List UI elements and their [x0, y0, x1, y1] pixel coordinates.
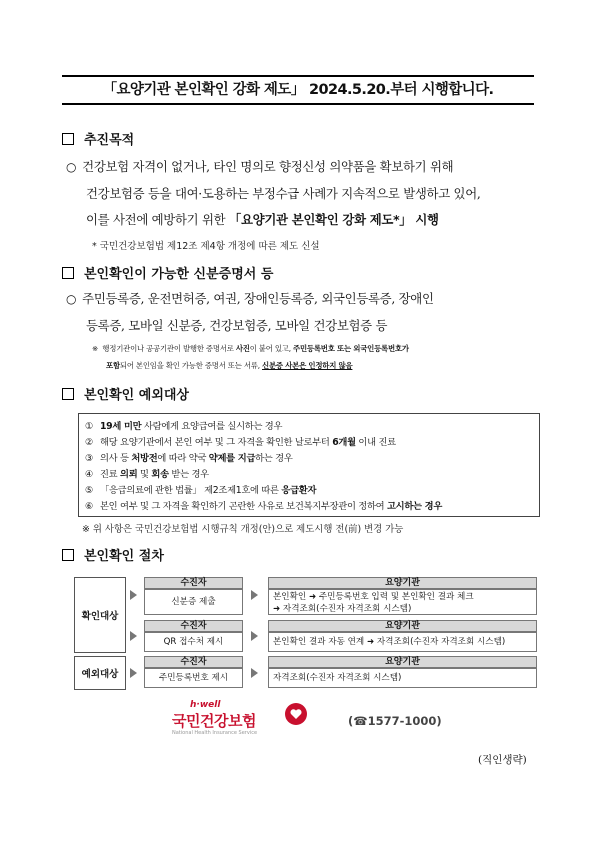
num: ② [85, 437, 94, 448]
section-title: 본인확인이 가능한 신분증명서 등 [84, 267, 274, 282]
page-title: 「요양기관 본인확인 강화 제도」 2024.5.20.부터 시행합니다. [62, 75, 534, 105]
num: ③ [85, 453, 94, 464]
purpose-line-1 [66, 157, 453, 175]
institution-header: 요양기관 [268, 620, 537, 632]
text: 처방전 [131, 453, 158, 464]
num: ④ [85, 469, 94, 480]
text: 이내 진료 [355, 437, 396, 448]
text: 건강보험 자격이 없거나, 타인 명의로 향정신성 의약품을 확보하기 위해 [82, 159, 454, 174]
text: 이 붙어 있고, [249, 344, 294, 353]
text: 사람에게 요양급여를 실시하는 경우 [141, 421, 283, 432]
arrow-right-icon [130, 631, 137, 641]
logo-wordmark: 국민건강보험 [172, 712, 256, 730]
text: 포함 [106, 361, 120, 370]
text: 회송 [151, 469, 169, 480]
text: 되어 본인임을 확인 가능한 증명서 또는 서류, [119, 361, 262, 370]
institution-header: 요양기관 [268, 577, 537, 589]
section-heading-procedure [62, 545, 164, 564]
arrow-right-icon [251, 590, 258, 600]
purpose-line-3 [86, 210, 439, 228]
text: 시행 [411, 212, 439, 227]
id-docs-note-line-1 [92, 343, 409, 354]
bullet-circle: ○ [66, 292, 77, 306]
arrow-right-icon [251, 631, 258, 641]
text: 진료 [100, 469, 121, 480]
institution-header: 요양기관 [268, 656, 537, 668]
exception-item [85, 466, 209, 480]
phone-number: (☎1577-1000) [348, 714, 442, 728]
text: 이를 사전에 예방하기 위한 [86, 212, 229, 227]
text: 6개월 [332, 437, 356, 448]
text: 의뢰 [120, 469, 138, 480]
purpose-line-2: 건강보험증 등을 대여·도용하는 부정수급 사례가 지속적으로 발생하고 있어, [86, 186, 481, 201]
institution-step: 자격조회(수진자 자격조회 시스템) [268, 668, 537, 688]
patient-step: 주민등록번호 제시 [144, 668, 243, 688]
institution-step-line: 본인확인 ➜ 주민등록번호 입력 및 본인확인 결과 체크 [273, 592, 474, 602]
section-heading-id-documents [62, 263, 273, 282]
text: 주민등록번호 또는 외국인등록번호가 [293, 344, 409, 353]
exception-item [85, 482, 316, 496]
arrow-right-icon [251, 668, 258, 678]
institution-step: 본인확인 결과 자동 연계 ➜ 자격조회(수진자 자격조회 시스템) [268, 632, 537, 652]
institution-step-line: ➜ 자격조회(수진자 자격조회 시스템) [273, 604, 412, 614]
section-heading-exceptions [62, 384, 189, 403]
text: 사진 [235, 344, 250, 353]
checkbox-square-icon [62, 549, 74, 561]
num: ① [85, 421, 94, 432]
exception-item [85, 498, 442, 512]
checkbox-square-icon [62, 388, 74, 400]
text: 하는 경우 [255, 453, 293, 464]
exceptions-footnote: ※ 위 사항은 국민건강보험법 시행규칙 개정(안)으로 제도시행 전(前) 변경 가능 [82, 524, 404, 535]
target-group-label: 확인대상 [74, 577, 126, 653]
patient-header: 수진자 [144, 620, 243, 632]
id-docs-line-2: 등록증, 모바일 신분증, 건강보험증, 모바일 건강보험증 등 [86, 318, 388, 333]
text: 행정기관이나 공공기관이 발행한 증명서로 [102, 344, 236, 353]
text: 및 [137, 469, 152, 480]
nhis-logo [172, 700, 312, 740]
logo-tagline: h·well [190, 700, 221, 710]
arrow-right-icon [130, 668, 137, 678]
text: 19세 미만 [100, 421, 142, 432]
exception-group-label: 예외대상 [74, 656, 126, 690]
text: 받는 경우 [168, 469, 209, 480]
arrow-right-icon [130, 590, 137, 600]
checkbox-square-icon [62, 267, 74, 279]
section-title: 추진목적 [84, 133, 135, 148]
section-title: 본인확인 절차 [84, 549, 164, 564]
program-name: 「요양기관 본인확인 강화 제도*」 [228, 212, 412, 227]
note-mark: ※ [92, 344, 98, 353]
heart-logo-icon [284, 702, 308, 726]
bullet-circle: ○ [66, 160, 77, 174]
text: 신분증 사본은 인정하지 않음 [262, 361, 353, 370]
patient-step: 신분증 제출 [144, 589, 243, 615]
text: 고시하는 경우 [386, 501, 443, 512]
num: ⑥ [85, 501, 94, 512]
patient-header: 수진자 [144, 656, 243, 668]
num: ⑤ [85, 485, 94, 496]
seal-omitted-note: (직인생략) [478, 754, 527, 766]
section-heading-purpose [62, 129, 134, 148]
text: 약제를 지급 [208, 453, 256, 464]
text: 해당 요양기관에서 본인 여부 및 그 자격을 확인한 날로부터 [100, 437, 333, 448]
purpose-footnote: * 국민건강보험법 제12조 제4항 개정에 따른 제도 신설 [92, 241, 320, 252]
logo-subtitle: National Health Insurance Service [172, 730, 258, 736]
exception-item [85, 434, 396, 448]
patient-step: QR 접수처 제시 [144, 632, 243, 652]
text: 주민등록증, 운전면허증, 여권, 장애인등록증, 외국인등록증, 장애인 [82, 291, 434, 306]
text: 「응급의료에 관한 법률」 제2조제1호에 따른 [100, 485, 282, 496]
exception-item [85, 418, 282, 432]
exception-item [85, 450, 293, 464]
id-docs-note-line-2 [106, 360, 352, 371]
text: 의사 등 [100, 453, 132, 464]
id-docs-line-1 [66, 289, 434, 307]
text: 에 따라 약국 [157, 453, 209, 464]
text: 응급환자 [281, 485, 317, 496]
checkbox-square-icon [62, 133, 74, 145]
exceptions-box [78, 413, 540, 517]
patient-header: 수진자 [144, 577, 243, 589]
institution-step [268, 589, 537, 615]
text: 본인 여부 및 그 자격을 확인하기 곤란한 사유로 보건복지부장관이 정하여 [100, 501, 387, 512]
section-title: 본인확인 예외대상 [84, 388, 189, 403]
